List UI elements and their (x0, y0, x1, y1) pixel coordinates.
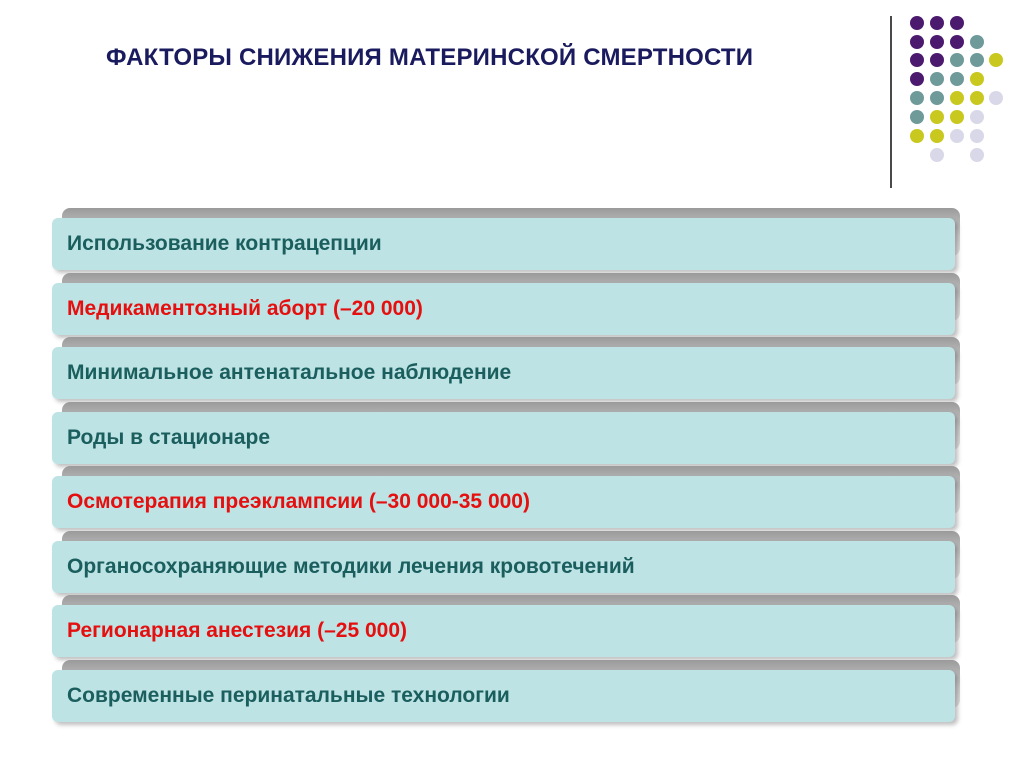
decorative-dot (930, 53, 944, 67)
decorative-dot (950, 110, 964, 124)
decorative-dot (950, 129, 964, 143)
decorative-dot (930, 35, 944, 49)
decorative-dot (930, 129, 944, 143)
item-label: Современные перинатальные технологии (67, 683, 510, 707)
decorative-dot (910, 72, 924, 86)
item-bar (52, 283, 955, 335)
decorative-dot (970, 53, 984, 67)
factor-list (52, 208, 968, 724)
factor-item (52, 466, 968, 531)
decorative-dot (950, 91, 964, 105)
decorative-dot (910, 110, 924, 124)
factor-item (52, 595, 968, 660)
decorative-dot (970, 110, 984, 124)
decorative-dot (970, 72, 984, 86)
decorative-dot-grid (0, 0, 1024, 200)
item-label: Органосохраняющие методики лечения кровотечений (67, 554, 635, 578)
decorative-dot (910, 35, 924, 49)
item-label: Осмотерапия преэклампсии (–30 000-35 000) (67, 490, 530, 513)
decorative-dot (930, 72, 944, 86)
item-bar (52, 476, 955, 528)
decorative-dot (910, 16, 924, 30)
decorative-dot (930, 91, 944, 105)
item-label: Регионарная анестезия (–25 000) (67, 619, 408, 642)
item-bar (52, 347, 955, 399)
decorative-dot (930, 16, 944, 30)
decorative-dot (970, 129, 984, 143)
item-bar (52, 670, 955, 722)
factor-item (52, 208, 968, 273)
decorative-dot (930, 148, 944, 162)
decorative-dot (970, 91, 984, 105)
decorative-dot (970, 35, 984, 49)
factor-item (52, 531, 968, 596)
decorative-dot (989, 91, 1003, 105)
decorative-dot (930, 110, 944, 124)
decorative-dot (950, 35, 964, 49)
item-bar (52, 218, 955, 270)
factor-item (52, 660, 968, 725)
decorative-dot (950, 16, 964, 30)
factor-item (52, 337, 968, 402)
item-bar (52, 412, 955, 464)
item-label: Минимальное антенатальное наблюдение (67, 361, 512, 384)
decorative-dot (970, 148, 984, 162)
item-label: Роды в стационаре (67, 425, 271, 449)
decorative-divider-line (890, 16, 892, 188)
slide-title: ФАКТОРЫ СНИЖЕНИЯ МАТЕРИНСКОЙ СМЕРТНОСТИ (106, 44, 754, 71)
decorative-dot (910, 91, 924, 105)
item-label: Медикаментозный аборт (–20 000) (67, 296, 423, 320)
decorative-dot (950, 53, 964, 67)
decorative-dot (989, 53, 1003, 67)
item-label: Использование контрацепции (67, 232, 382, 255)
item-bar (52, 605, 955, 657)
decorative-dot (910, 53, 924, 67)
item-bar (52, 541, 955, 593)
factor-item (52, 273, 968, 338)
decorative-dot (950, 72, 964, 86)
decorative-dot (910, 129, 924, 143)
factor-item (52, 402, 968, 467)
